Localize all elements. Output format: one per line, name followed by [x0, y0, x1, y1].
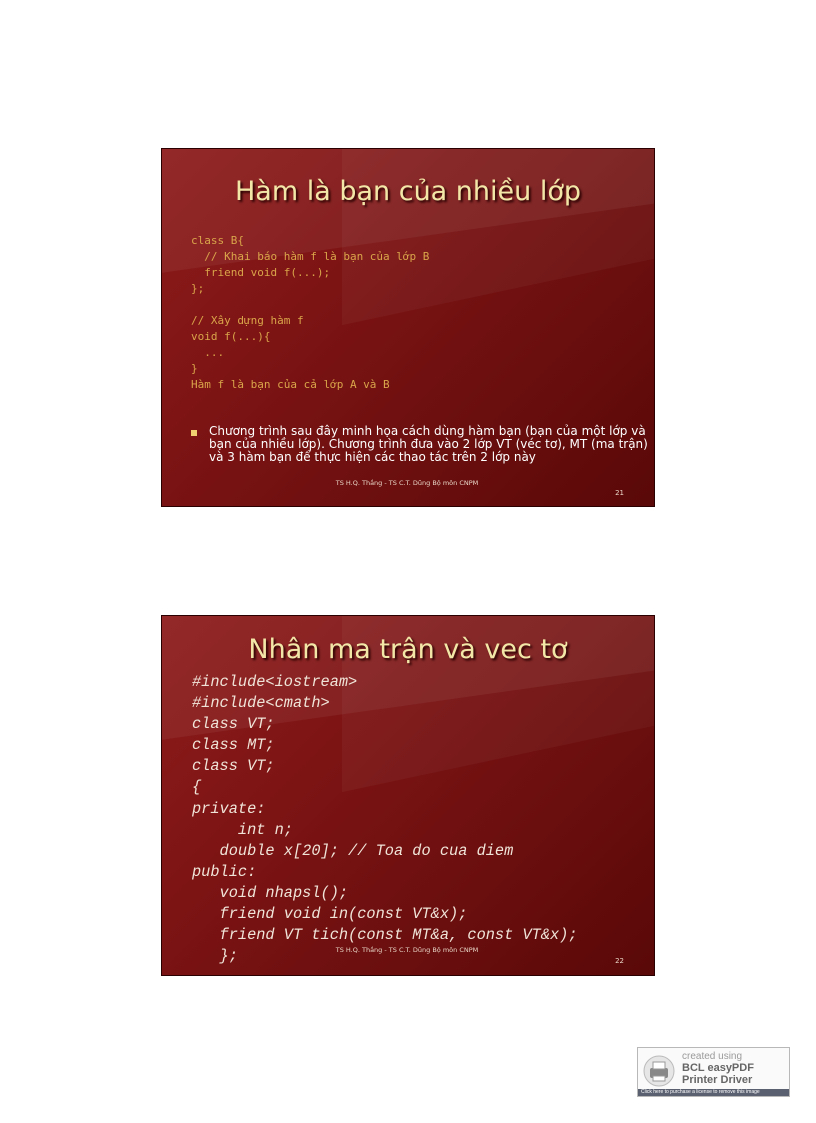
code-block: #include<iostream> #include<cmath> class VT; class MT; class VT; { private: int n; double x[20]; // Toa do cua diem public: void nhapsl(); friend void in(const VT&x); friend VT tich(const MT&a, const VT&x); };: [192, 673, 578, 966]
watermark-purchase-link[interactable]: Click here to purchase a license to remove this image: [638, 1089, 789, 1096]
page-number: 22: [615, 957, 624, 965]
bullet-square-icon: [191, 430, 197, 436]
watermark-created-text: created using: [682, 1051, 743, 1062]
slide-footer: TS H.Q. Thắng - TS C.T. Dũng Bộ môn CNPM: [335, 479, 479, 487]
page-number: 21: [615, 489, 624, 497]
slide-title: Nhân ma trận và vec tơ: [248, 634, 568, 665]
slide-footer: TS H.Q. Thắng - TS C.T. Dũng Bộ môn CNPM: [335, 946, 479, 954]
slide-21: [161, 148, 655, 507]
slide-title: Hàm là bạn của nhiều lớp: [234, 176, 582, 207]
code-block: class B{ // Khai báo hàm f là bạn của lớp B friend void f(...); }; // Xây dựng hàm f void f(...){ ... } Hàm f là bạn của cả lớp A và B: [191, 234, 430, 391]
printer-icon: [642, 1054, 676, 1088]
slide-22: [161, 615, 655, 976]
bullet-item: [191, 425, 651, 464]
watermark-driver-text: Printer Driver: [682, 1074, 753, 1086]
bcl-watermark[interactable]: [637, 1047, 790, 1097]
bullet-text: Chương trình sau đây minh họa cách dùng hàm bạn (bạn của một lớp và bạn của nhiều lớp). Chương trình đưa vào 2 lớp VT (véc tơ), MT (ma trận) và 3 hàm bạn để thực hiện các thao tác trên 2 lớp này: [209, 424, 648, 464]
watermark-product-text: BCL easyPDF: [682, 1062, 754, 1074]
